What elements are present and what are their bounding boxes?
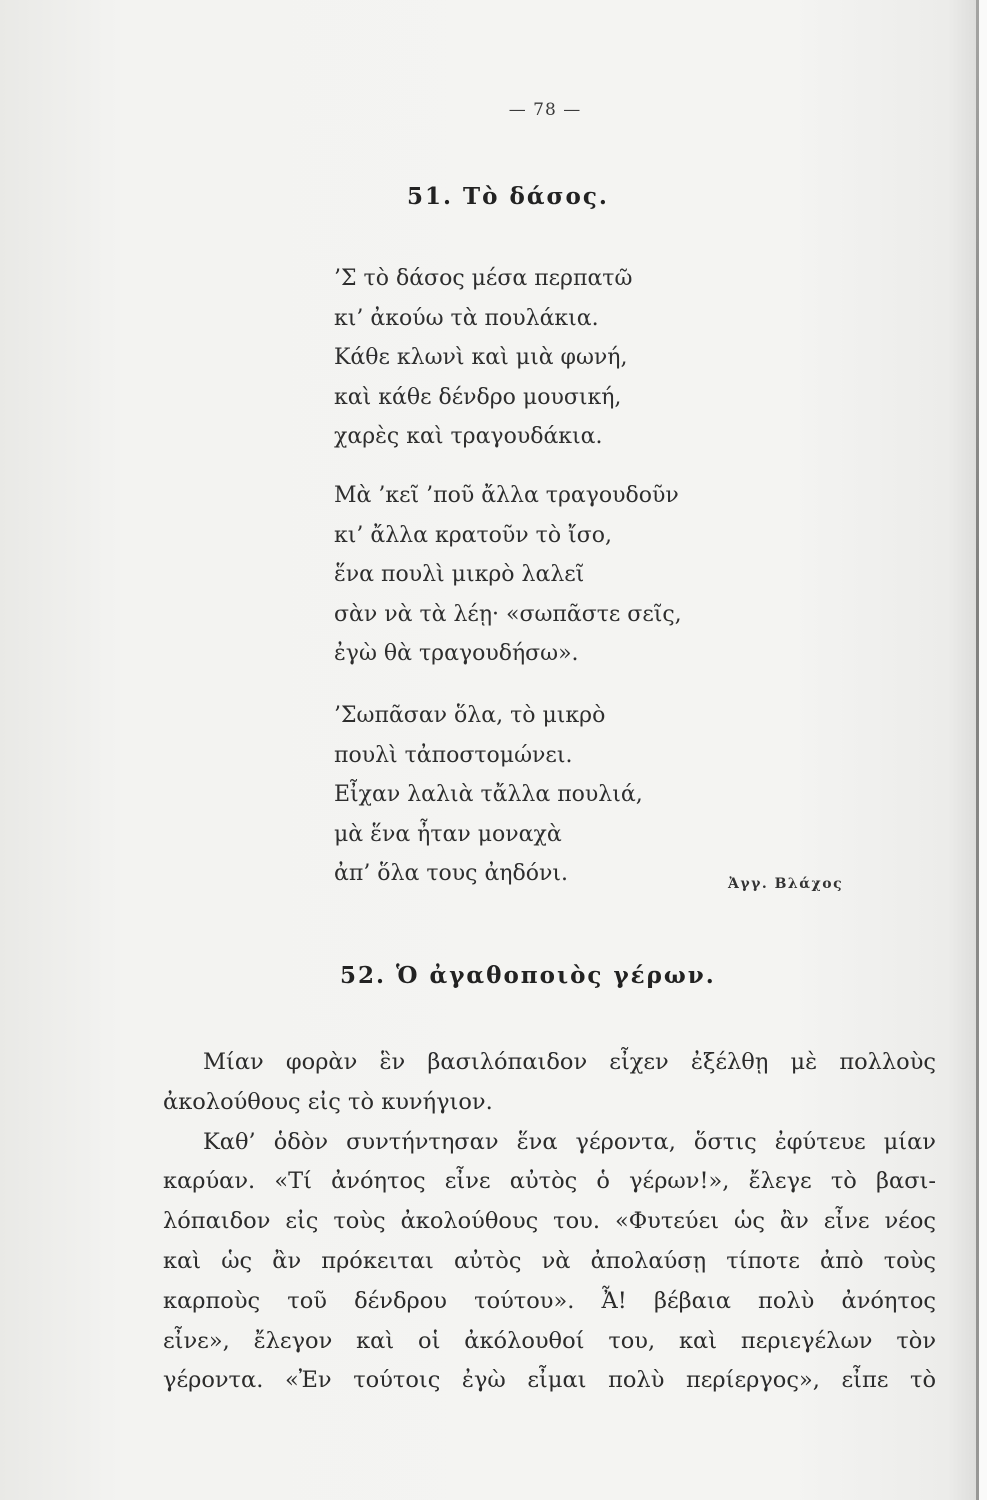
poem-line: Κάθε κλωνὶ καὶ μιὰ φωνή,	[334, 345, 628, 370]
poem-line: ἕνα πουλὶ μικρὸ λαλεῖ	[334, 562, 585, 587]
page-margin-strip	[979, 0, 987, 1500]
poem-line: κι’ ἀκούω τὰ πουλάκια.	[334, 305, 599, 331]
poem-line: Εἶχαν λαλιὰ τἄλλα πουλιά,	[334, 782, 643, 807]
story-text	[163, 1043, 936, 1401]
poem-line: πουλὶ τἀποστομώνει.	[334, 742, 573, 768]
poem-line: ’Σωπᾶσαν ὅλα, τὸ μικρὸ	[334, 703, 606, 728]
poem-line: κι’ ἄλλα κρατοῦν τὸ ἴσο,	[334, 522, 612, 548]
section-51-title: 51. Τὸ δάσος.	[407, 183, 609, 210]
poem-line: χαρὲς καὶ τραγουδάκια.	[334, 424, 603, 449]
poem-author: Ἀγγ. Βλάχος	[728, 876, 844, 892]
prose-line: καρύαν. «Τί ἀνόητος εἶνε αὐτὸς ὁ γέρων!», ἔλεγε τὸ βασι-	[163, 1168, 936, 1195]
page-number: — 78 —	[508, 100, 582, 120]
poem-line: Μὰ ’κεῖ ’ποῦ ἄλλα τραγουδοῦν	[334, 483, 679, 508]
poem-stanza-1	[334, 259, 632, 457]
poem-line: ἀπ’ ὅλα τους ἀηδόνι.	[334, 861, 568, 886]
prose-line: καὶ ὡς ἂν πρόκειται αὐτὸς νὰ ἀπολαύσῃ τίποτε ἀπὸ τοὺς	[163, 1247, 936, 1274]
prose-line: Μίαν φορὰν ἓν βασιλόπαιδον εἶχεν ἐξέλθῃ μὲ πολλοὺς	[203, 1049, 936, 1075]
poem-stanza-3	[334, 696, 643, 894]
prose-line: Καθ’ ὁδὸν συντήντησαν ἕνα γέροντα, ὅστις ἐφύτευε μίαν	[203, 1128, 936, 1155]
prose-line: καρποὺς τοῦ δένδρου τούτου». Ἆ! βέβαια πολὺ ἀνόητος	[163, 1287, 936, 1314]
poem-line: ἐγὼ θὰ τραγουδήσω».	[334, 641, 579, 666]
section-52-title: 52. Ὁ ἀγαθοποιὸς γέρων.	[340, 962, 716, 989]
prose-line: εἶνε», ἔλεγον καὶ οἱ ἀκόλουθοί του, καὶ περιεγέλων τὸν	[163, 1327, 936, 1354]
poem-line: σὰν νὰ τὰ λέῃ· «σωπᾶστε σεῖς,	[334, 601, 682, 627]
prose-line: λόπαιδον εἰς τοὺς ἀκολούθους του. «Φυτεύει ὡς ἂν εἶνε νέος	[163, 1208, 936, 1235]
prose-line: ἀκολούθους εἰς τὸ κυνήγιον.	[163, 1088, 493, 1115]
poem-line: ’Σ τὸ δάσος μέσα περπατῶ	[334, 266, 633, 291]
poem-line: μὰ ἕνα ἦταν μοναχὰ	[334, 821, 562, 847]
poem-line: καὶ κάθε δένδρο μουσική,	[334, 384, 622, 410]
poem-stanza-2	[334, 476, 682, 674]
prose-line: γέροντα. «Ἐν τούτοις ἐγὼ εἶμαι πολὺ περίεργος», εἶπε τὸ	[163, 1367, 936, 1394]
